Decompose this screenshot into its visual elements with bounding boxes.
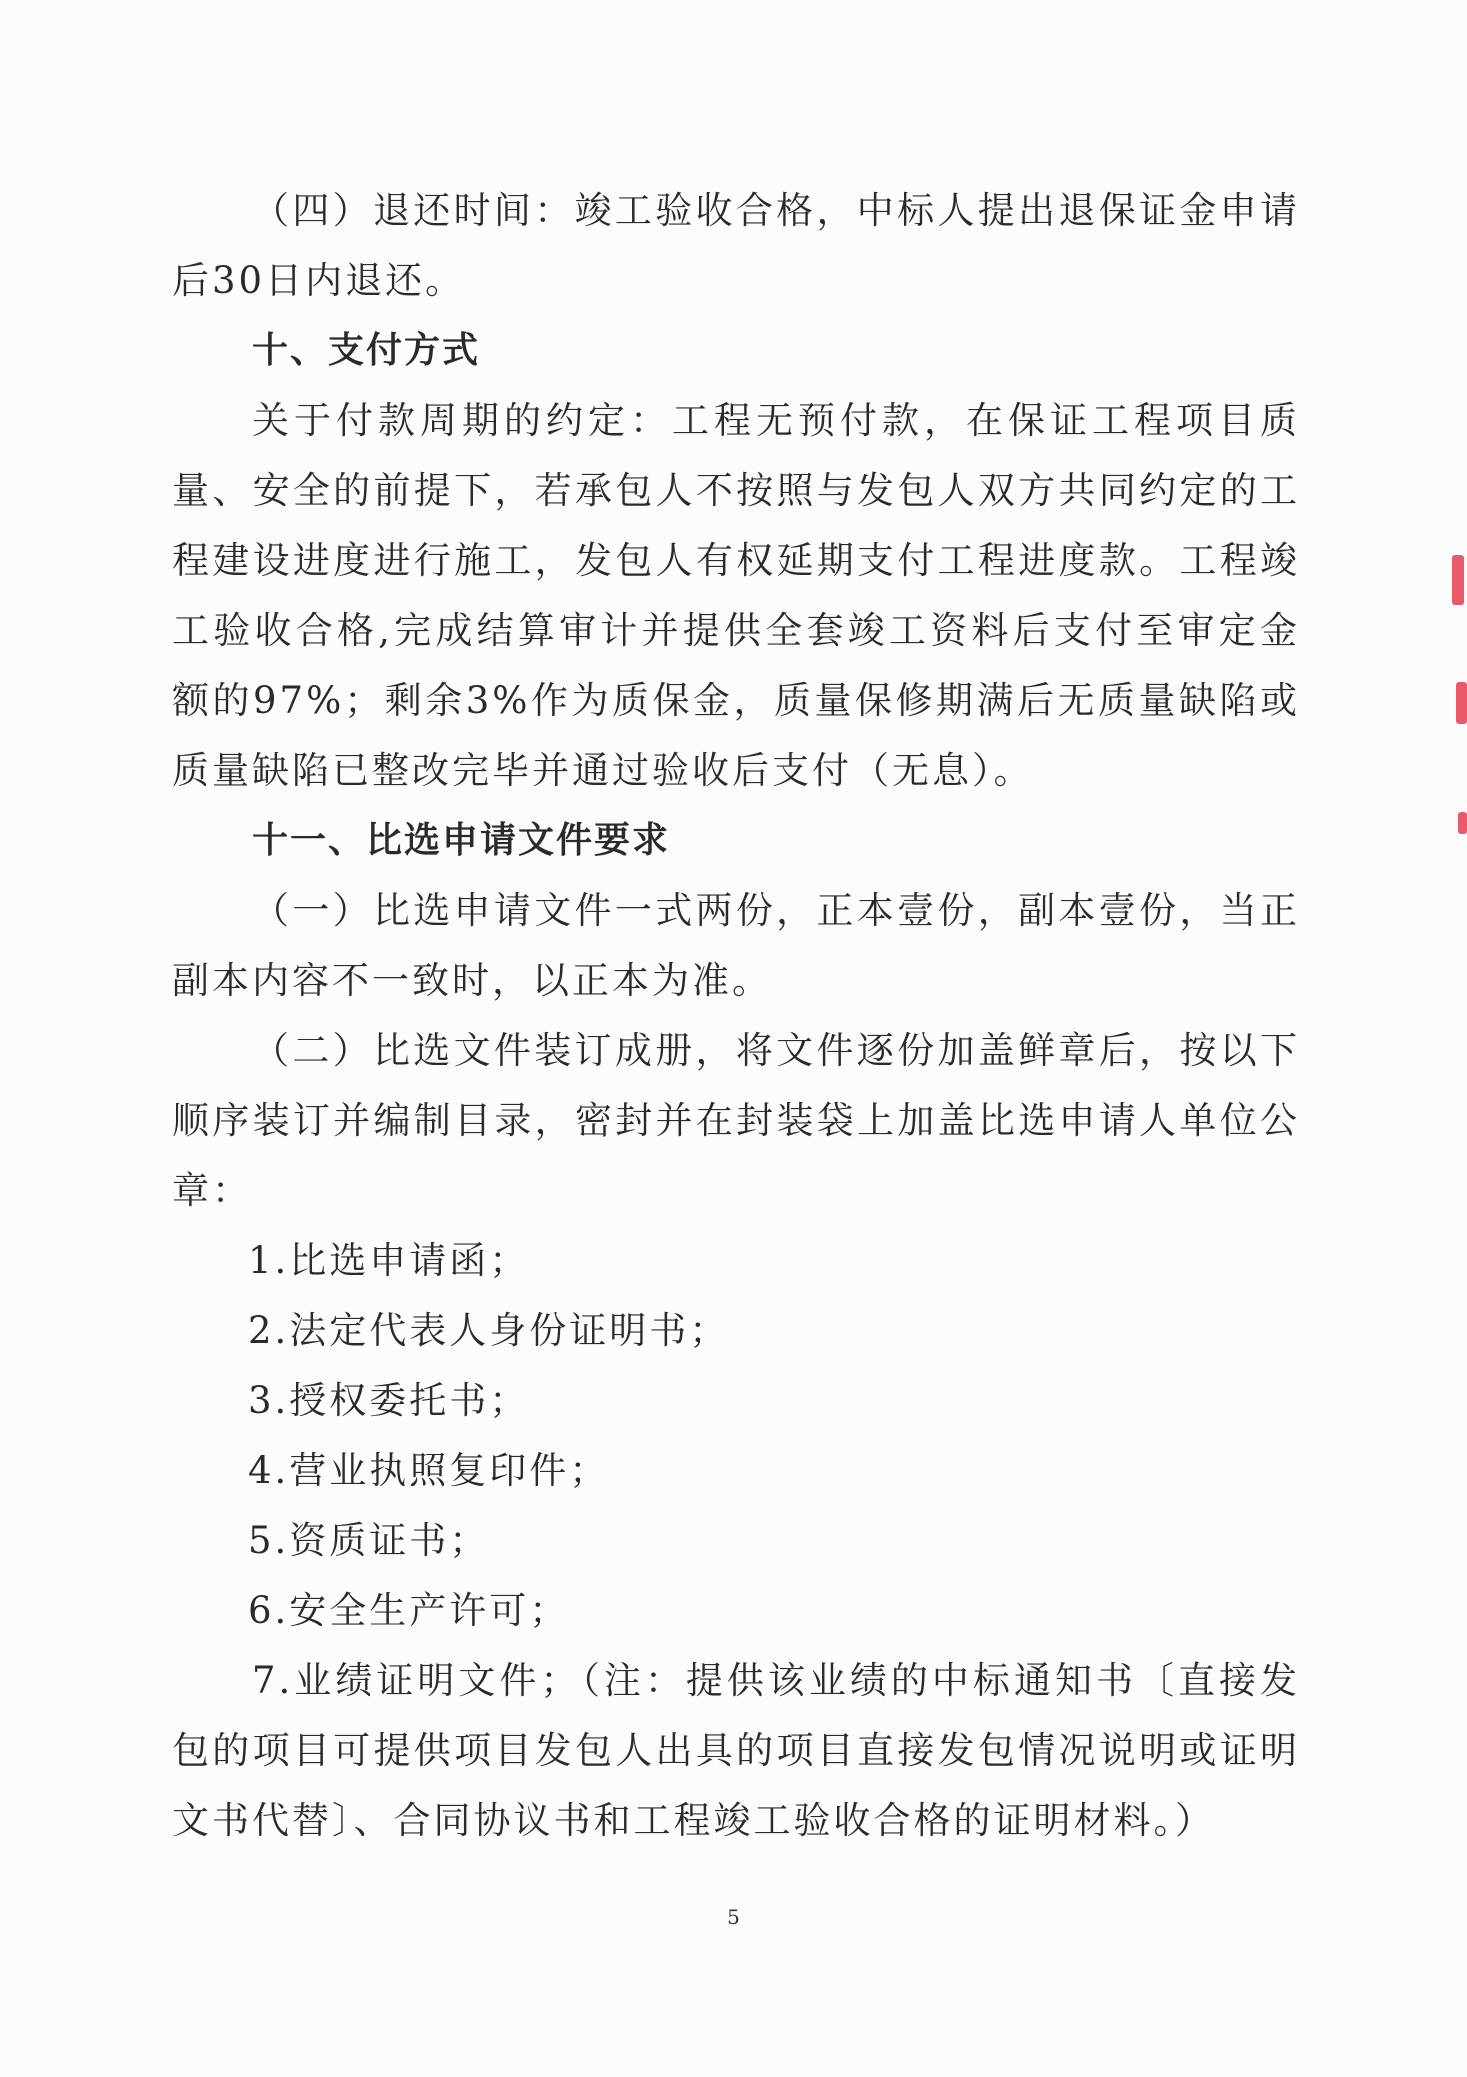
list-item: 3.授权委托书； [248, 1379, 530, 1422]
list-item: 1.比选申请函； [248, 1239, 530, 1282]
section-heading-payment: 十、支付方式 [252, 330, 481, 371]
paragraph-copies: （一）比选申请文件一式两份，正本壹份，副本壹份，当正副本内容不一致时，以正本为准。 [172, 889, 1300, 1002]
page-number: 5 [727, 1905, 740, 1929]
list-item: 2.法定代表人身份证明书； [248, 1309, 730, 1352]
paragraph-binding-order: （二）比选文件装订成册，将文件逐份加盖鲜章后，按以下顺序装订并编制目录，密封并在封装袋上加盖比选申请人单位公章： [172, 1029, 1300, 1212]
page-body [172, 176, 1300, 1856]
list-item: 5.资质证书； [248, 1519, 490, 1562]
section-heading-application-requirements: 十一、比选申请文件要求 [252, 820, 671, 861]
list-item: 6.安全生产许可； [248, 1589, 570, 1632]
paragraph-refund-time: （四）退还时间：竣工验收合格，中标人提出退保证金申请后30日内退还。 [172, 189, 1300, 302]
list-item: 4.营业执照复印件； [248, 1449, 610, 1492]
list-item-performance-proof: 7.业绩证明文件；（注：提供该业绩的中标通知书〔直接发包的项目可提供项目发包人出具的项目直接发包情况说明或证明文书代替〕、合同协议书和工程竣工验收合格的证明材料。） [172, 1659, 1300, 1842]
paragraph-payment-terms: 关于付款周期的约定：工程无预付款，在保证工程项目质量、安全的前提下，若承包人不按照与发包人双方共同约定的工程建设进度进行施工，发包人有权延期支付工程进度款。工程竣工验收合格,完成结算审计并提供全套竣工资料后支付至审定金额的97%；剩余3%作为质保金，质量保修期满后无质量缺陷或质量缺陷已整改完毕并通过验收后支付（无息）。 [172, 399, 1300, 792]
